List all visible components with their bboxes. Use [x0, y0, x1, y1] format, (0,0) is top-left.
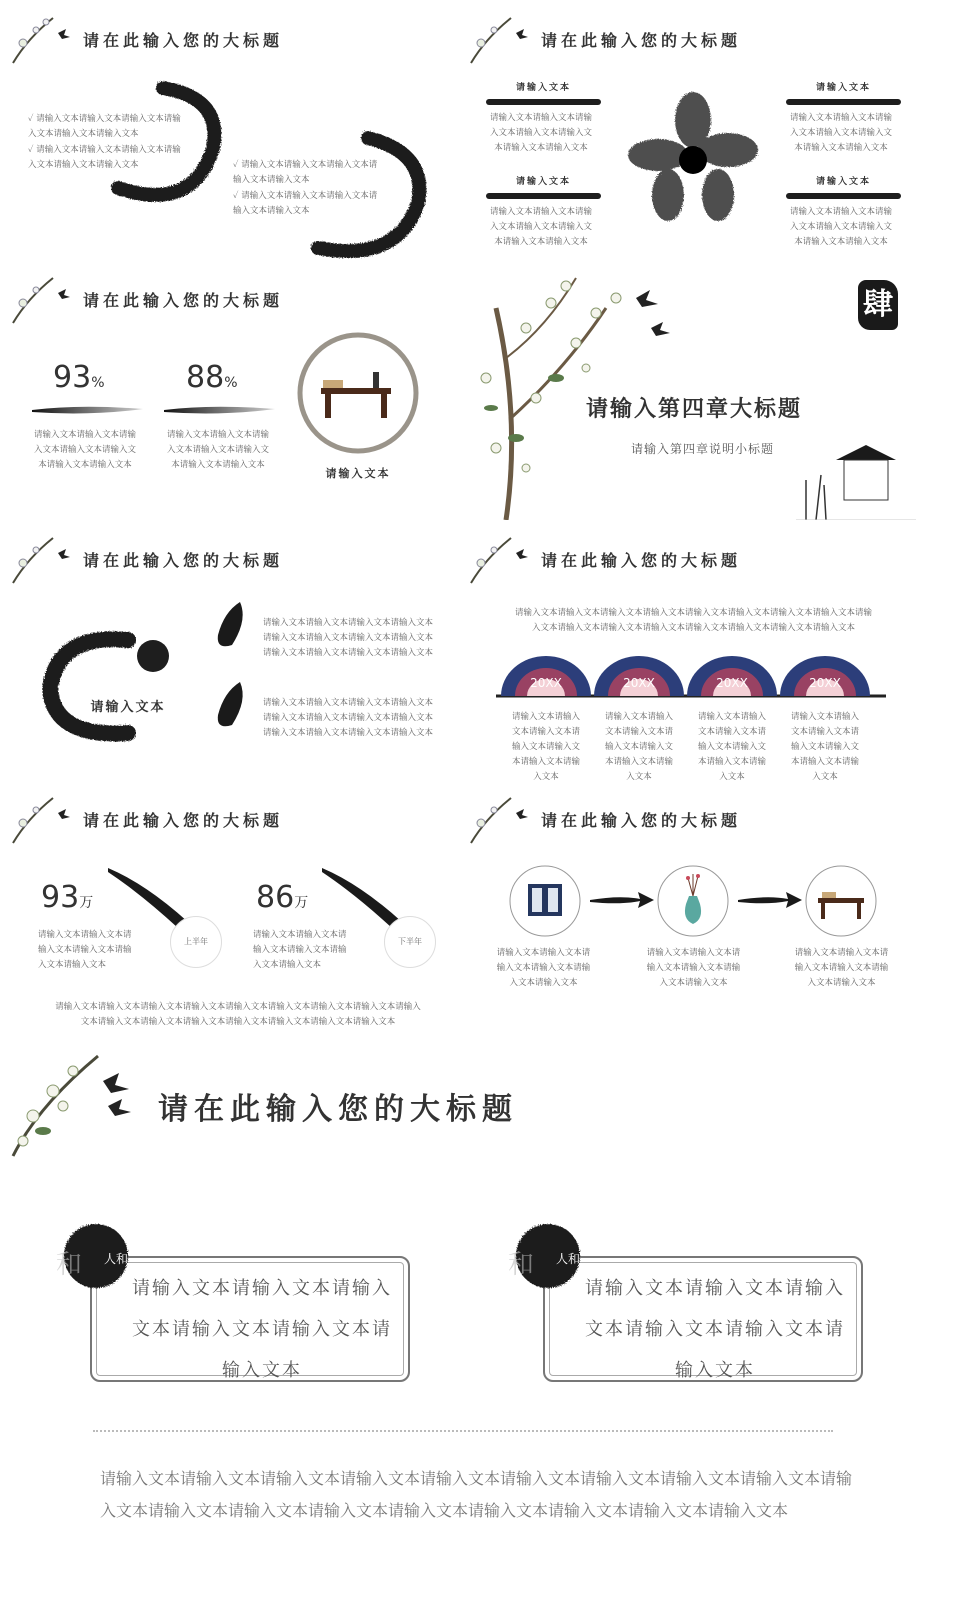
fan-item [501, 656, 591, 696]
stat-desc: 请输入文本请输入文本请输入文本请输入文本请输入文本请输入文本请输入文本 [33, 430, 136, 470]
ink-flower-icon [618, 90, 768, 230]
slide-1[interactable] [8, 8, 458, 260]
fan-desc: 请输入文本请输入文本请输入文本请输入文本请输入文本请输入文本请输入文本 [697, 712, 766, 780]
chapter-subtitle: 请输入第四章说明小标题 [631, 442, 775, 456]
fan-year: 20XX [809, 676, 841, 690]
ink-village-icon [796, 440, 916, 520]
step-desc: 请输入文本请输入文本请输入文本请输入文本请输入文本请输入文本 [496, 948, 591, 988]
plum-branch-icon [8, 8, 78, 68]
slide-title: 请在此输入您的大标题 [541, 551, 742, 570]
bullet-item: ✓ 请输入文本请输入文本请输入文本请输入文本请输入文本请输入文本 [28, 114, 181, 139]
fan-year: 20XX [623, 676, 655, 690]
text-card [543, 1256, 863, 1382]
ink-circle-icon [38, 628, 178, 748]
bullet-item: ✓ 请输入文本请输入文本请输入文本请输入文本请输入文本 [233, 191, 378, 216]
step-desc: 请输入文本请输入文本请输入文本请输入文本请输入文本请输入文本 [794, 948, 889, 988]
slide-title: 请在此输入您的大标题 [83, 291, 284, 310]
slide-4-chapter[interactable] [466, 268, 918, 520]
stat-desc: 请输入文本请输入文本请输入文本请输入文本请输入文本请输入文本 [38, 930, 132, 970]
slide-title: 请在此输入您的大标题 [83, 551, 284, 570]
period-badge: 上半年 [170, 916, 222, 968]
ink-seal-icon [46, 1218, 136, 1298]
fan-item [687, 656, 777, 696]
svg-text:人和: 人和 [556, 1252, 581, 1266]
svg-text:和: 和 [56, 1250, 83, 1280]
slide-title: 请在此输入您的大标题 [541, 811, 742, 830]
fan-year: 20XX [716, 676, 748, 690]
fan-item [594, 656, 684, 696]
footer-paragraph: 请输入文本请输入文本请输入文本请输入文本请输入文本请输入文本请输入文本请输入文本请输入文本请输入文本请输入文本请输入文本请输入文本请输入文本请输入文本请输入文本 [55, 1002, 421, 1027]
paragraph: 请输入文本请输入文本请输入文本请输入文本请输入文本请输入文本请输入文本请输入文本请输入文本请输入文本请输入文本请输入文本 [263, 698, 434, 738]
slide-7[interactable] [8, 788, 458, 1040]
label-block: 请输入文本 请输入文本请输入文本请输入文本请输入文本请输入文本请输入文本请输入文本 [486, 80, 601, 156]
stat-number: 93% [53, 360, 105, 395]
bullet-item: ✓ 请输入文本请输入文本请输入文本请输入文本请输入文本 [233, 160, 378, 185]
ink-stroke-icon [30, 402, 145, 418]
icon-label: 请输入文本 [325, 467, 391, 480]
card-text: 请输入文本请输入文本请输入文本请输入文本请输入文本请输入文本 [132, 1278, 392, 1381]
slide-2[interactable] [466, 8, 918, 260]
ink-stroke-icon [162, 402, 277, 418]
fan-year: 20XX [530, 676, 562, 690]
table-circle-icon [804, 864, 878, 938]
intro-paragraph: 请输入文本请输入文本请输入文本请输入文本请输入文本请输入文本请输入文本请输入文本请输入文本请输入文本请输入文本请输入文本请输入文本请输入文本请输入文本请输入文本 [514, 608, 872, 633]
plum-branch-icon [466, 788, 536, 848]
stat-desc: 请输入文本请输入文本请输入文本请输入文本请输入文本请输入文本 [253, 930, 347, 970]
icon-label: 请输入文本 [90, 700, 166, 715]
stat-desc: 请输入文本请输入文本请输入文本请输入文本请输入文本请输入文本请输入文本 [166, 430, 269, 470]
fan-desc: 请输入文本请输入文本请输入文本请输入文本请输入文本请输入文本请输入文本 [790, 712, 859, 780]
slide-5[interactable] [8, 528, 458, 780]
dotted-divider [93, 1430, 833, 1432]
stat-number: 88% [186, 360, 238, 395]
ink-arrow-icon [590, 890, 655, 910]
plum-branch-icon [466, 8, 536, 68]
slide-title: 请在此输入您的大标题 [541, 31, 742, 50]
stat-number: 93万 [41, 880, 94, 915]
fan-item [780, 656, 870, 696]
ink-drop-icon [210, 600, 250, 650]
plum-branch-icon [8, 788, 78, 848]
text-card [90, 1256, 410, 1382]
plum-branch-icon [466, 528, 536, 588]
plum-branch-icon [8, 268, 78, 328]
paragraph: 请输入文本请输入文本请输入文本请输入文本请输入文本请输入文本请输入文本请输入文本请输入文本请输入文本请输入文本请输入文本 [263, 618, 434, 658]
slide-6[interactable] [466, 528, 918, 780]
chapter-title: 请输入第四章大标题 [586, 396, 803, 422]
slide-8[interactable] [466, 788, 918, 1040]
slide-9[interactable] [8, 1046, 920, 1616]
slide-title: 请在此输入您的大标题 [158, 1092, 518, 1127]
fan-desc: 请输入文本请输入文本请输入文本请输入文本请输入文本请输入文本请输入文本 [604, 712, 673, 780]
chapter-seal: 肆 [858, 280, 898, 330]
svg-text:和: 和 [508, 1250, 535, 1280]
slide-title: 请在此输入您的大标题 [83, 31, 284, 50]
footer-line: 请输入文本请输入文本请输入文本请输入文本请输入文本请输入文本请输入文本请输入文本请输入文本请输 [100, 1469, 853, 1488]
ink-arrow-icon [738, 890, 803, 910]
plum-branch-icon [8, 528, 78, 588]
plum-branch-swallow-icon [8, 1046, 148, 1161]
step-desc: 请输入文本请输入文本请输入文本请输入文本请输入文本请输入文本 [646, 948, 741, 988]
footer-line: 入文本请输入文本请输入文本请输入文本请输入文本请输入文本请输入文本请输入文本请输入文本 [100, 1501, 789, 1520]
stat-number: 86万 [256, 880, 309, 915]
ink-drop-icon [210, 680, 250, 730]
label-block: 请输入文本 请输入文本请输入文本请输入文本请输入文本请输入文本请输入文本请输入文本 [486, 174, 601, 250]
label-block: 请输入文本 请输入文本请输入文本请输入文本请输入文本请输入文本请输入文本请输入文本 [786, 80, 901, 156]
vase-circle-icon [656, 864, 730, 938]
period-badge: 下半年 [384, 916, 436, 968]
slide-title: 请在此输入您的大标题 [83, 811, 284, 830]
fan-desc: 请输入文本请输入文本请输入文本请输入文本请输入文本请输入文本请输入文本 [511, 712, 580, 780]
ink-seal-icon [498, 1218, 588, 1298]
book-circle-icon [508, 864, 582, 938]
label-block: 请输入文本 请输入文本请输入文本请输入文本请输入文本请输入文本请输入文本请输入文本 [786, 174, 901, 250]
slide-3[interactable] [8, 268, 458, 520]
card-text: 请输入文本请输入文本请输入文本请输入文本请输入文本请输入文本 [585, 1278, 845, 1381]
bullet-item: ✓ 请输入文本请输入文本请输入文本请输入文本请输入文本请输入文本 [28, 145, 181, 170]
ink-ring-table-icon [293, 328, 423, 458]
svg-text:人和: 人和 [104, 1252, 129, 1266]
